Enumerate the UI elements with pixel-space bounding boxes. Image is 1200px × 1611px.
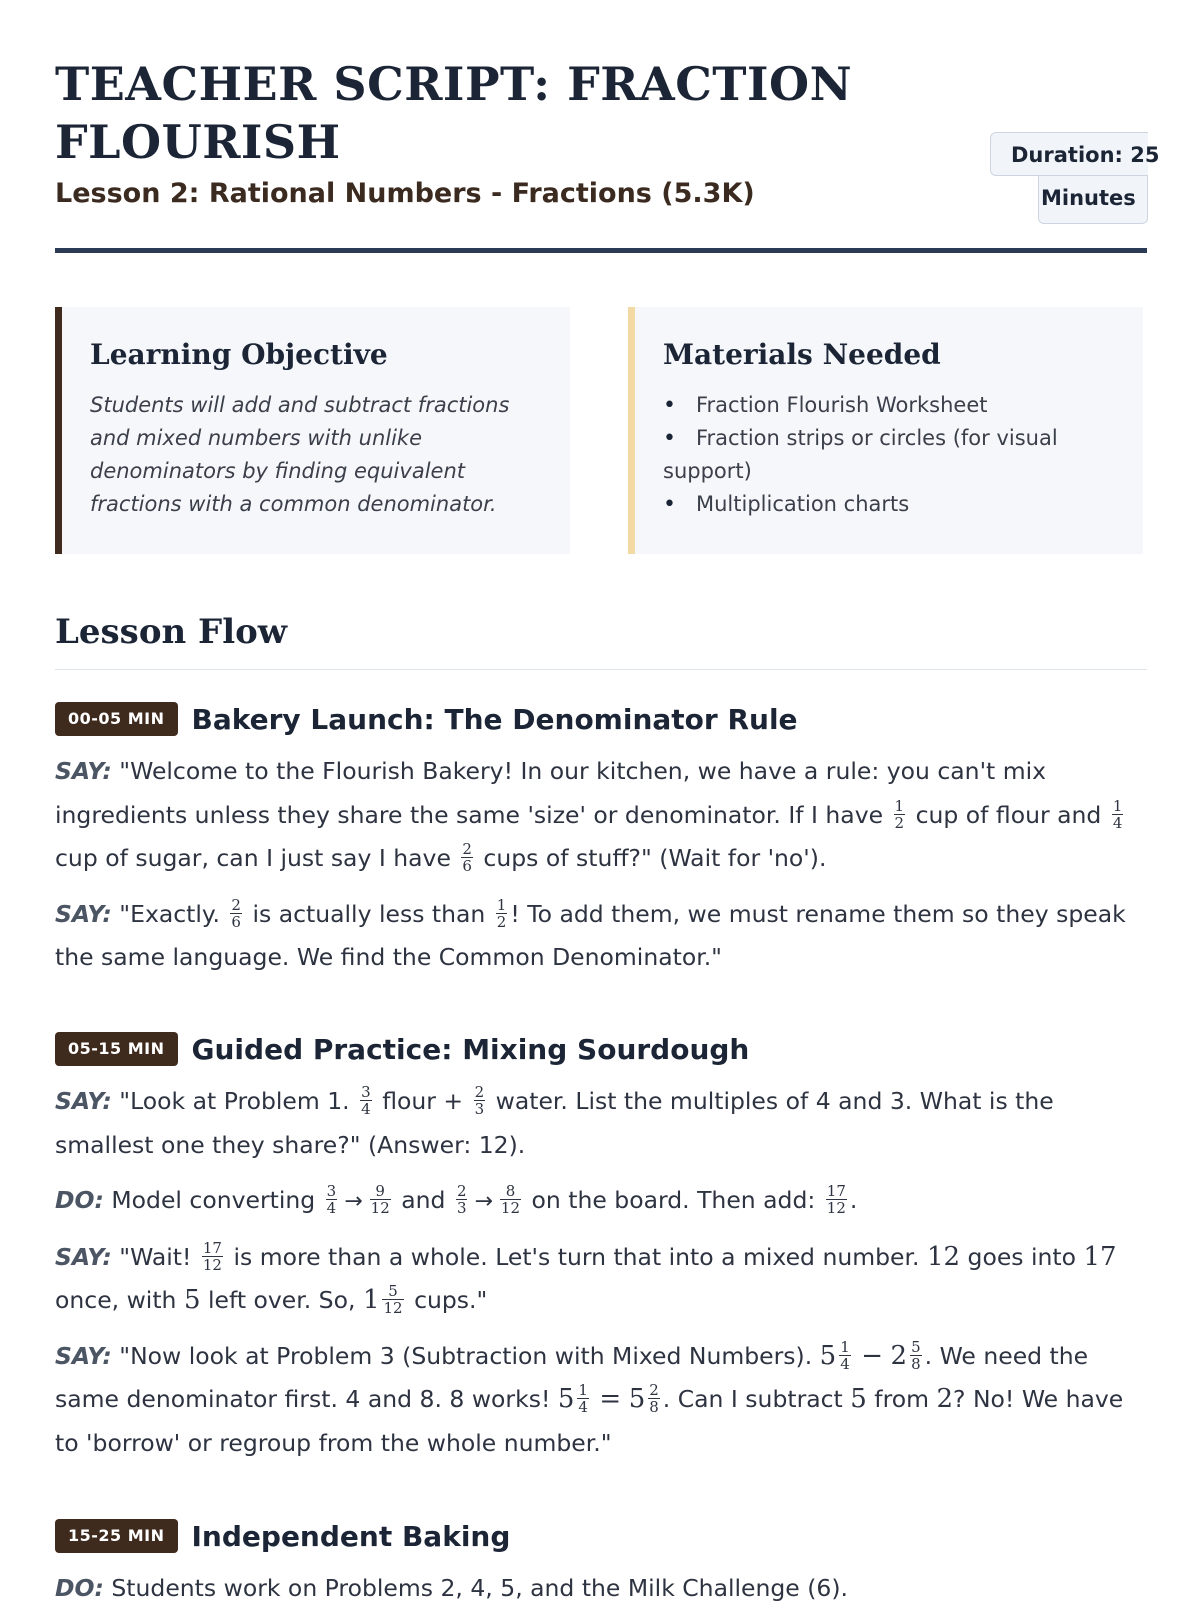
fraction [1112, 798, 1124, 831]
script-text: "Wait! [119, 1242, 192, 1271]
script-paragraph [55, 1236, 1150, 1323]
materials-heading: Materials Needed [663, 338, 941, 371]
script-text: on the board. Then add: [531, 1186, 816, 1214]
denominator: 12 [383, 1299, 403, 1317]
script-text: goes into [967, 1242, 1077, 1271]
numerator: 2 [456, 1182, 467, 1200]
fraction [456, 1183, 468, 1216]
script-paragraph [55, 1179, 1150, 1224]
numerator: 2 [649, 1381, 659, 1399]
script-text: cup of flour and [915, 800, 1102, 829]
do-label: DO: [55, 1574, 104, 1602]
section-title: Bakery Launch: The Denominator Rule [191, 702, 798, 736]
section-header [55, 1030, 1155, 1068]
fraction [474, 1084, 486, 1117]
numerator: 3 [326, 1182, 337, 1200]
math-number: 5 [850, 1384, 867, 1414]
script-paragraph [55, 1335, 1150, 1466]
denominator: 2 [496, 912, 507, 931]
script-text: . [849, 1186, 858, 1214]
script-text: and [401, 1186, 446, 1214]
arrow-icon: → [344, 1189, 363, 1214]
numerator: 1 [496, 895, 507, 914]
script-text: Students work on Problems 2, 4, 5, and the Milk Challenge (6). [111, 1574, 848, 1602]
numerator: 2 [474, 1083, 485, 1101]
denominator: 4 [361, 1100, 371, 1118]
page-title: TEACHER SCRIPT: FRACTION FLOURISH [55, 57, 853, 169]
fraction [500, 1183, 521, 1216]
say-label: SAY: [55, 757, 112, 785]
script-text: ? No! We have to 'borrow' or regroup from the whole number." [55, 1385, 1124, 1457]
script-text: "Exactly. [119, 899, 220, 928]
objective-text: Students will add and subtract fractions and mixed numbers with unlike denominators by finding equivalent fractions with a common denominator. [90, 393, 510, 516]
list-item: • Fraction strips or circles (for visual support) [663, 422, 1133, 488]
flow-section-3 [55, 1517, 1155, 1611]
fraction [382, 1283, 403, 1316]
script-text: left over. So, [207, 1286, 356, 1314]
denominator: 12 [500, 1199, 521, 1217]
numerator: 2 [231, 895, 241, 914]
denominator: 4 [326, 1199, 337, 1217]
script-text: Model converting [111, 1186, 316, 1214]
duration-unit: Minutes [1038, 176, 1148, 224]
script-text: is more than a whole. Let's turn that into a mixed number. [233, 1242, 920, 1271]
script-text: "Look at Problem 1. [119, 1087, 350, 1115]
denominator: 12 [370, 1199, 390, 1217]
script-text: cups of stuff?" (Wait for 'no'). [483, 844, 827, 872]
section-title: Independent Baking [191, 1519, 511, 1553]
denominator: 8 [911, 1354, 921, 1373]
flow-section-2 [55, 1030, 1155, 1465]
fraction [230, 897, 242, 930]
numerator: 1 [578, 1381, 588, 1399]
numerator: 17 [202, 1238, 222, 1257]
script-paragraph [55, 1080, 1150, 1167]
denominator: 6 [231, 912, 241, 931]
denominator: 4 [578, 1398, 588, 1416]
time-badge: 00-05 MIN [55, 702, 178, 736]
duration-badge [990, 132, 1160, 224]
denominator: 6 [462, 857, 472, 875]
numerator: 17 [826, 1182, 846, 1200]
numerator: 2 [462, 840, 472, 858]
equals-operator: = [599, 1384, 622, 1414]
script-text: ! To add them, we must rename them so they speak the same language. We find the Common Denominator." [55, 899, 1126, 971]
lesson-flow-heading: Lesson Flow [55, 612, 288, 652]
list-item: • Multiplication charts [663, 488, 1133, 521]
fraction [826, 1183, 847, 1216]
list-item: • Fraction Flourish Worksheet [663, 389, 1133, 422]
fraction [910, 1339, 922, 1372]
script-text: is actually less than [252, 899, 486, 928]
denominator: 8 [649, 1398, 659, 1416]
fraction [360, 1084, 372, 1117]
header-divider [55, 248, 1147, 253]
math-number: 5 [628, 1384, 646, 1414]
numerator: 1 [1112, 796, 1123, 815]
minus-operator: − [861, 1340, 884, 1371]
numerator: 1 [840, 1337, 850, 1356]
script-paragraph [55, 1567, 1150, 1611]
script-text: from [874, 1385, 929, 1413]
fraction [894, 798, 906, 831]
time-badge: 05-15 MIN [55, 1032, 178, 1066]
math-number: 1 [362, 1285, 380, 1315]
fraction [461, 841, 473, 874]
numerator: 8 [505, 1182, 516, 1200]
script-text: "Now look at Problem 3 (Subtraction with Mixed Numbers). [119, 1341, 813, 1370]
math-number: 12 [926, 1241, 961, 1272]
math-number: 5 [183, 1285, 201, 1315]
numerator: 9 [375, 1182, 385, 1200]
script-text: cups." [414, 1286, 488, 1314]
say-label: SAY: [55, 1341, 112, 1370]
script-text: cup of sugar, can I just say I have [55, 844, 451, 872]
section-header [55, 1517, 1155, 1555]
fraction [202, 1240, 223, 1273]
flow-section-1 [55, 700, 1155, 980]
math-number: 2 [890, 1340, 908, 1371]
fraction [370, 1183, 391, 1216]
denominator: 4 [1112, 813, 1123, 832]
numerator: 1 [894, 796, 905, 815]
numerator: 3 [361, 1083, 371, 1101]
denominator: 2 [894, 813, 905, 832]
arrow-icon: → [474, 1189, 493, 1214]
lesson-flow-divider [55, 669, 1147, 670]
do-label: DO: [55, 1186, 104, 1214]
script-text: "Welcome to the Flourish Bakery! In our kitchen, we have a rule: you can't mix ingredients unless they share the same 'size' or denominator. If I have [55, 757, 1047, 829]
script-text: . Can I subtract [662, 1385, 843, 1413]
script-text: . We need the same denominator first. 4 and 8. 8 works! [55, 1341, 1089, 1413]
lesson-subtitle: Lesson 2: Rational Numbers - Fractions (5.3K) [55, 178, 755, 209]
script-text: water. List the multiples of 4 and 3. What is the smallest one they share?" (Answer: 12). [55, 1087, 1054, 1159]
fraction [577, 1382, 589, 1415]
denominator: 3 [456, 1199, 467, 1217]
script-paragraph [55, 750, 1150, 881]
math-number: 5 [557, 1384, 575, 1414]
section-title: Guided Practice: Mixing Sourdough [191, 1032, 750, 1066]
fraction [648, 1382, 660, 1415]
objective-heading: Learning Objective [90, 338, 388, 371]
fraction [326, 1183, 338, 1216]
script-text: once, with [55, 1286, 177, 1314]
script-paragraph [55, 893, 1150, 980]
say-label: SAY: [55, 899, 112, 928]
denominator: 4 [840, 1354, 850, 1373]
section-header [55, 700, 1155, 738]
math-number: 5 [819, 1340, 837, 1371]
denominator: 3 [474, 1100, 485, 1118]
math-number: 17 [1083, 1241, 1117, 1272]
denominator: 12 [826, 1199, 846, 1217]
learning-objective-card [55, 307, 570, 554]
say-label: SAY: [55, 1087, 112, 1115]
duration-label: Duration: 25 [990, 132, 1148, 176]
materials-card [628, 307, 1143, 554]
time-badge: 15-25 MIN [55, 1519, 178, 1553]
fraction [839, 1339, 851, 1372]
script-text: flour + [382, 1087, 464, 1115]
fraction [496, 897, 508, 930]
numerator: 5 [388, 1282, 398, 1300]
math-number: 2 [936, 1384, 954, 1414]
numerator: 5 [911, 1337, 921, 1356]
materials-list [663, 389, 1133, 521]
denominator: 12 [202, 1255, 222, 1274]
say-label: SAY: [55, 1242, 112, 1271]
